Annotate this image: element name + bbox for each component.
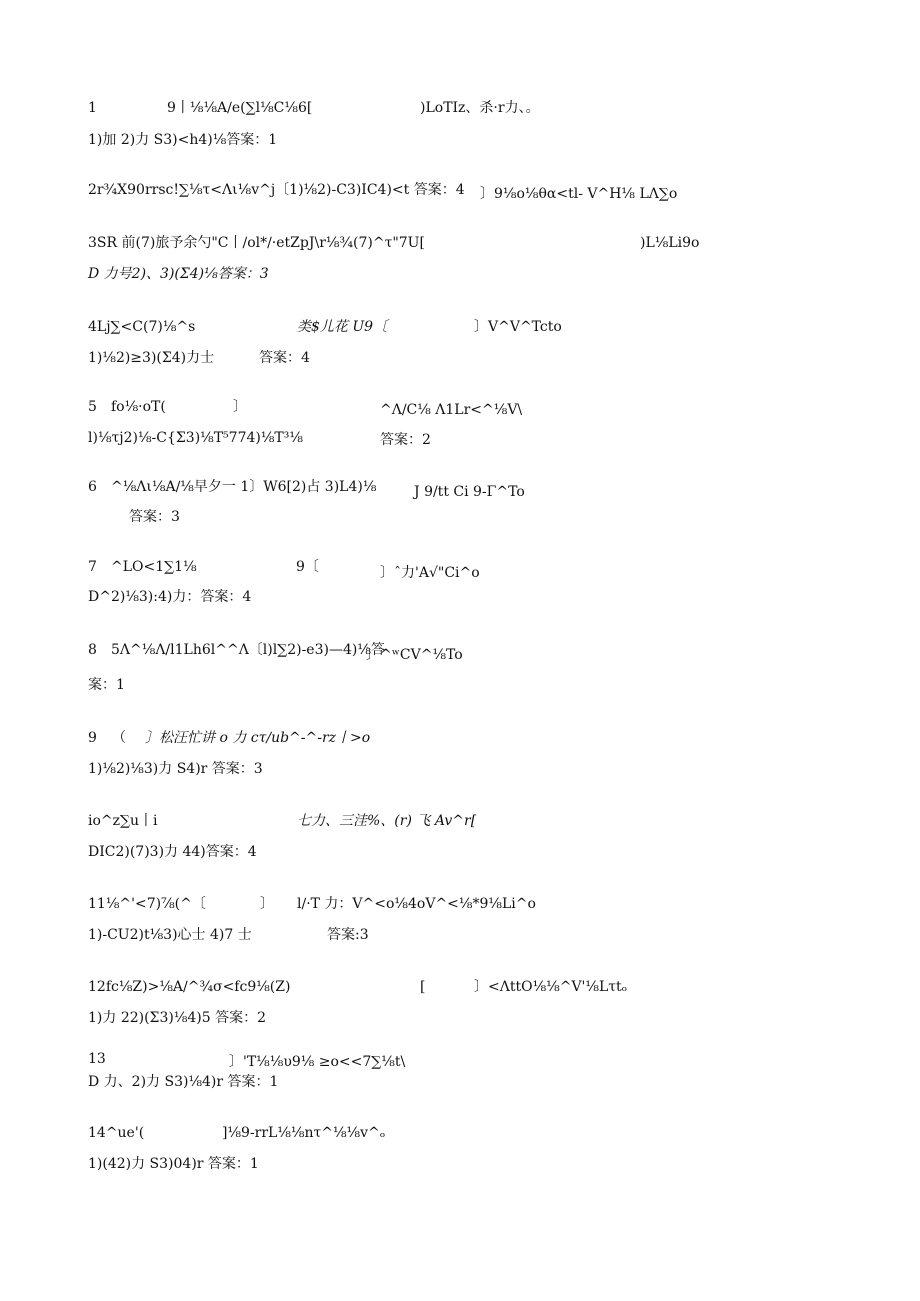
q5-number: 5 xyxy=(88,399,97,415)
q4-answer: 答案：4 xyxy=(259,350,310,366)
q1-number: 1 xyxy=(88,100,97,116)
q9-stem: 〕松汪忙讲 o 力 cτ∕ub^-^-rz丨>o xyxy=(145,730,371,746)
q12-stem: 12fc⅛Z)>⅛A∕^¾σ<fc9⅛(Z) xyxy=(88,979,291,995)
q1-options-answer: 1)加 2)力 S3)<h4)⅛答案：1 xyxy=(88,132,278,148)
q6-answer: 答案：3 xyxy=(129,509,180,525)
q13-number: 13 xyxy=(88,1051,106,1067)
q4-stem-mid: 类$儿花 U9〔 xyxy=(297,319,388,335)
q3-stem-tail: )L⅛Li9o xyxy=(640,235,700,251)
q7-number: 7 xyxy=(88,559,97,575)
q1-stem-tail: )LoTIz、杀·r力、。 xyxy=(420,100,540,116)
q7-options-answer: D^2)⅛3):4)力：答案：4 xyxy=(88,589,252,605)
q2-stem: 2r¾X90rrsc!∑⅛τ<Λι⅛v^j〔1)⅛2)-C3)IC4)<t 答案：4 xyxy=(88,182,465,198)
q5-stem-tail: ^Λ∕C⅛ Λ1Lr<^⅛V\ xyxy=(380,402,523,418)
q9-number: 9 xyxy=(88,730,97,746)
q8-stem-tail: 〕^ʷCV^⅛To xyxy=(366,647,463,663)
q1-stem: 9丨⅛⅛A∕e(∑l⅛C⅛6[ xyxy=(167,100,313,116)
q12-options-answer: 1)力 22)(Σ3)⅛4)5 答案：2 xyxy=(88,1010,267,1026)
q4-stem-tail: 〕V^V^Tcto xyxy=(474,319,562,335)
q6-stem: ^⅛Λι⅛A∕⅛早夕一 1〕W6[2)占 3)L4)⅛ xyxy=(111,479,377,495)
q4-stem: 4Lj∑<C(7)⅛^s xyxy=(88,319,196,335)
q5-answer: 答案：2 xyxy=(380,432,431,448)
q11-answer: 答案:3 xyxy=(327,927,369,943)
q11-options: 1)-CU2)t⅛3)心士 4)7 士 xyxy=(88,927,252,943)
q2-stem-tail: 〕9⅛o⅛θα<tl- V^H⅛ LΛ∑o xyxy=(480,186,678,202)
q3-stem: 3SR 前(7)旅予余勺"C丨∕ol*∕·etZpJ\r⅛¾(7)^τ"7U[ xyxy=(88,235,425,251)
q14-stem: 14^ue'( xyxy=(88,1125,145,1141)
q10-stem: io^z∑u丨i xyxy=(88,813,158,829)
q9-options-answer: 1)⅛2)⅛3)力 S4)r 答案：3 xyxy=(88,761,263,777)
q5-bracket: 〕 xyxy=(233,399,247,415)
q5-options: l)⅛τj2)⅛-C{Σ3)⅛T⁵774)⅛T³⅛ xyxy=(88,430,303,446)
q9-bracket: （ xyxy=(112,730,126,746)
q7-stem-tail: 〕ˆ力'A√"Ci^o xyxy=(380,565,480,581)
q12-bracket: [ xyxy=(420,979,426,995)
q13-stem-tail: 〕'T⅛⅛υ9⅛ ≥o<<7∑⅛t\ xyxy=(229,1054,406,1070)
q7-stem: ^LO<1∑1⅛ xyxy=(111,559,197,575)
q8-number: 8 xyxy=(88,642,97,658)
q14-stem-tail: ]⅛9-rrL⅛⅛nτ^⅛⅛v^ₒ xyxy=(222,1125,386,1141)
q6-number: 6 xyxy=(88,479,97,495)
q7-stem-mid: 9〔 xyxy=(296,559,319,575)
q11-bracket: 〕 xyxy=(260,896,274,912)
q5-stem: fo⅛·oT( xyxy=(111,399,166,415)
q6-stem-tail: J 9/tt Ci 9-Γ^To xyxy=(414,484,525,500)
q11-stem-tail: l∕·T 力：V^<o⅛4oV^<⅛*9⅛Li^o xyxy=(297,896,536,912)
q10-options-answer: DIC2)(7)3)力 44)答案：4 xyxy=(88,844,257,860)
q12-stem-tail: 〕<ΛttO⅛⅛^V'⅛Lτtₒ xyxy=(474,979,628,995)
q14-options-answer: 1)(42)力 S3)04)r 答案：1 xyxy=(88,1156,259,1172)
q3-options-answer: D 力号2)、3)(Σ4)⅛答案：3 xyxy=(88,266,269,282)
q11-stem: 11⅛^'<7)⅞(^〔 xyxy=(88,896,206,912)
q13-options-answer: D 力、2)力 S3)⅛4)r 答案：1 xyxy=(88,1074,279,1090)
q8-stem: 5Λ^⅛Λ∕l1Lh6l^^Λ〔l)l∑2)-e3)—4)⅛答 xyxy=(111,642,385,658)
q8-answer: 案：1 xyxy=(88,677,125,693)
q4-options: 1)⅛2)≥3)(Σ4)力士 xyxy=(88,350,215,366)
q10-stem-tail: 七力、三洼%、(r) 飞 Av^r[ xyxy=(297,813,477,829)
